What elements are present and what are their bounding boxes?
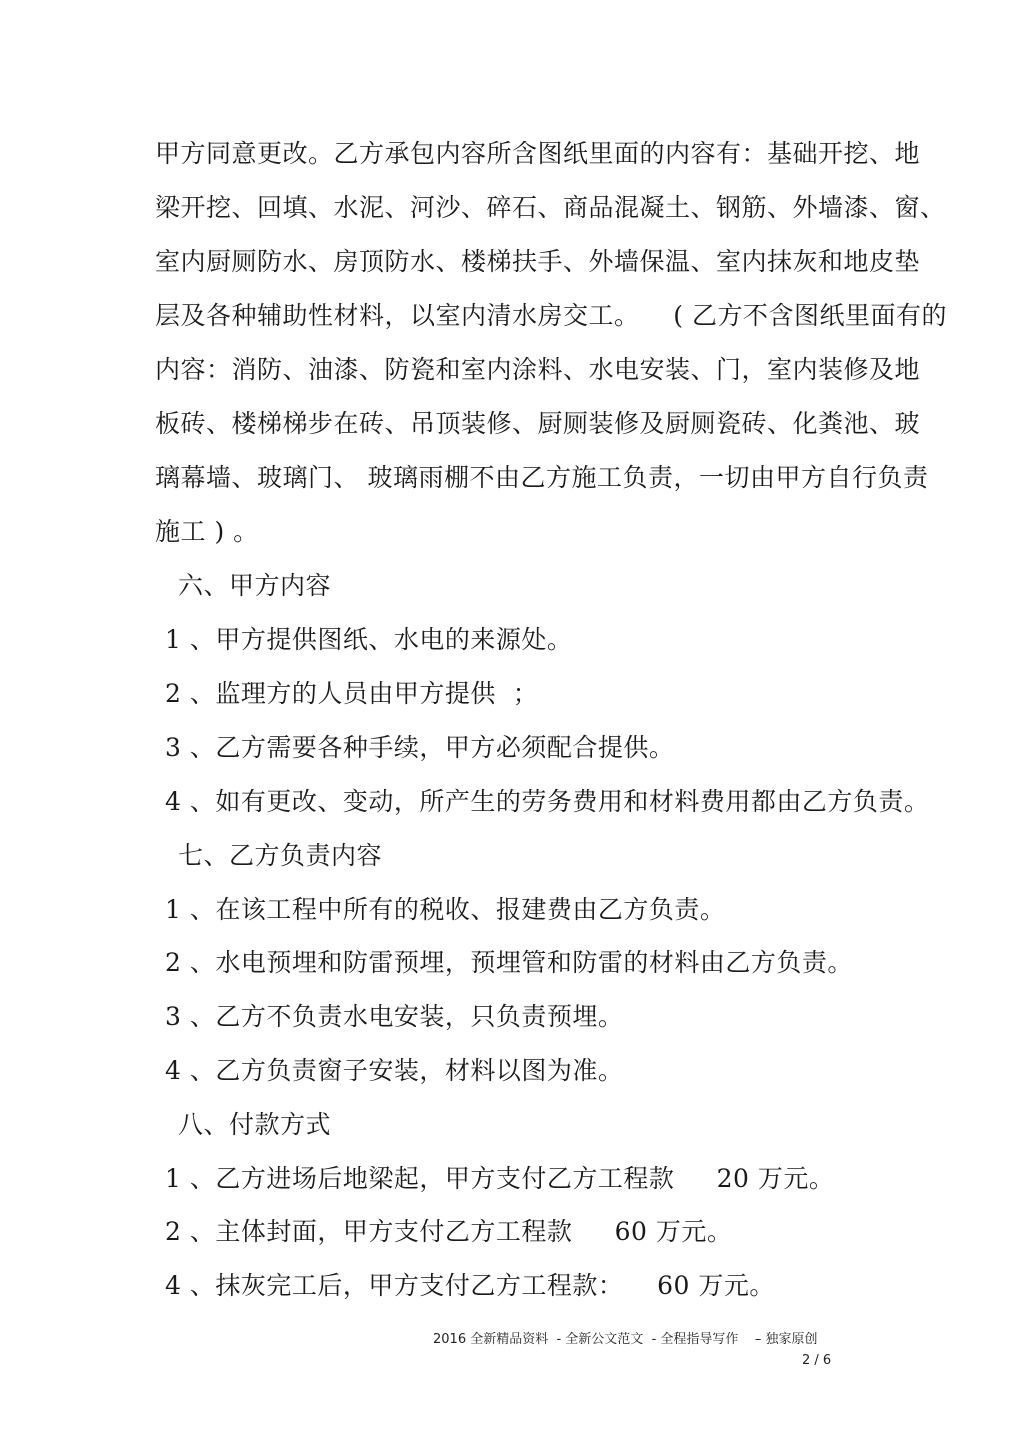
footer-tagline: 2016 全新精品资料 - 全新公文范文 - 全程指导写作 – 独家原创 [433, 1332, 818, 1347]
section-heading: 六、甲方内容 [178, 571, 332, 600]
section-heading: 八、付款方式 [178, 1110, 332, 1139]
list-item: 2 、水电预埋和防雷预埋，预埋管和防雷的材料由乙方负责。 [165, 948, 853, 977]
list-item: 4 、抹灰完工后，甲方支付乙方工程款： 60 万元。 [165, 1271, 775, 1300]
paragraph-line: 璃幕墙、玻璃门、 玻璃雨棚不由乙方施工负责，一切由甲方自行负责 [155, 463, 929, 492]
list-item: 4 、乙方负责窗子安装，材料以图为准。 [165, 1056, 624, 1085]
list-item: 1 、乙方进场后地梁起，甲方支付乙方工程款 20 万元。 [165, 1164, 835, 1193]
list-item: 3 、乙方需要各种手续，甲方必须配合提供。 [165, 733, 675, 762]
section-heading: 七、乙方负责内容 [178, 841, 383, 870]
paragraph-line: 梁开挖、回填、水泥、河沙、碎石、商品混凝土、钢筋、外墙漆、窗、 [155, 193, 946, 222]
list-item: 2 、主体封面，甲方支付乙方工程款 60 万元。 [165, 1217, 733, 1246]
list-item: 4 、如有更改、变动，所产生的劳务费用和材料费用都由乙方负责。 [165, 787, 930, 816]
list-item: 3 、乙方不负责水电安装，只负责预埋。 [165, 1002, 624, 1031]
paragraph-line: 施工 ) 。 [155, 517, 259, 546]
list-item: 1 、在该工程中所有的税收、报建费由乙方负责。 [165, 895, 726, 924]
paragraph-line: 内容：消防、油漆、防瓷和室内涂料、水电安装、门，室内装修及地 [155, 355, 921, 384]
paragraph-line: 层及各种辅助性材料，以室内清水房交工。 ( 乙方不含图纸里面有的 [155, 301, 947, 330]
list-item: 1 、甲方提供图纸、水电的来源处。 [165, 625, 573, 654]
page-number: 2 / 6 [802, 1353, 832, 1368]
paragraph-line: 室内厨厕防水、房顶防水、楼梯扶手、外墙保温、室内抹灰和地皮垫 [155, 247, 921, 276]
paragraph-line: 甲方同意更改。乙方承包内容所含图纸里面的内容有：基础开挖、地 [155, 139, 921, 168]
list-item: 2 、监理方的人员由甲方提供 ； [165, 679, 539, 708]
paragraph-line: 板砖、楼梯梯步在砖、吊顶装修、厨厕装修及厨厕瓷砖、化粪池、玻 [155, 409, 921, 438]
